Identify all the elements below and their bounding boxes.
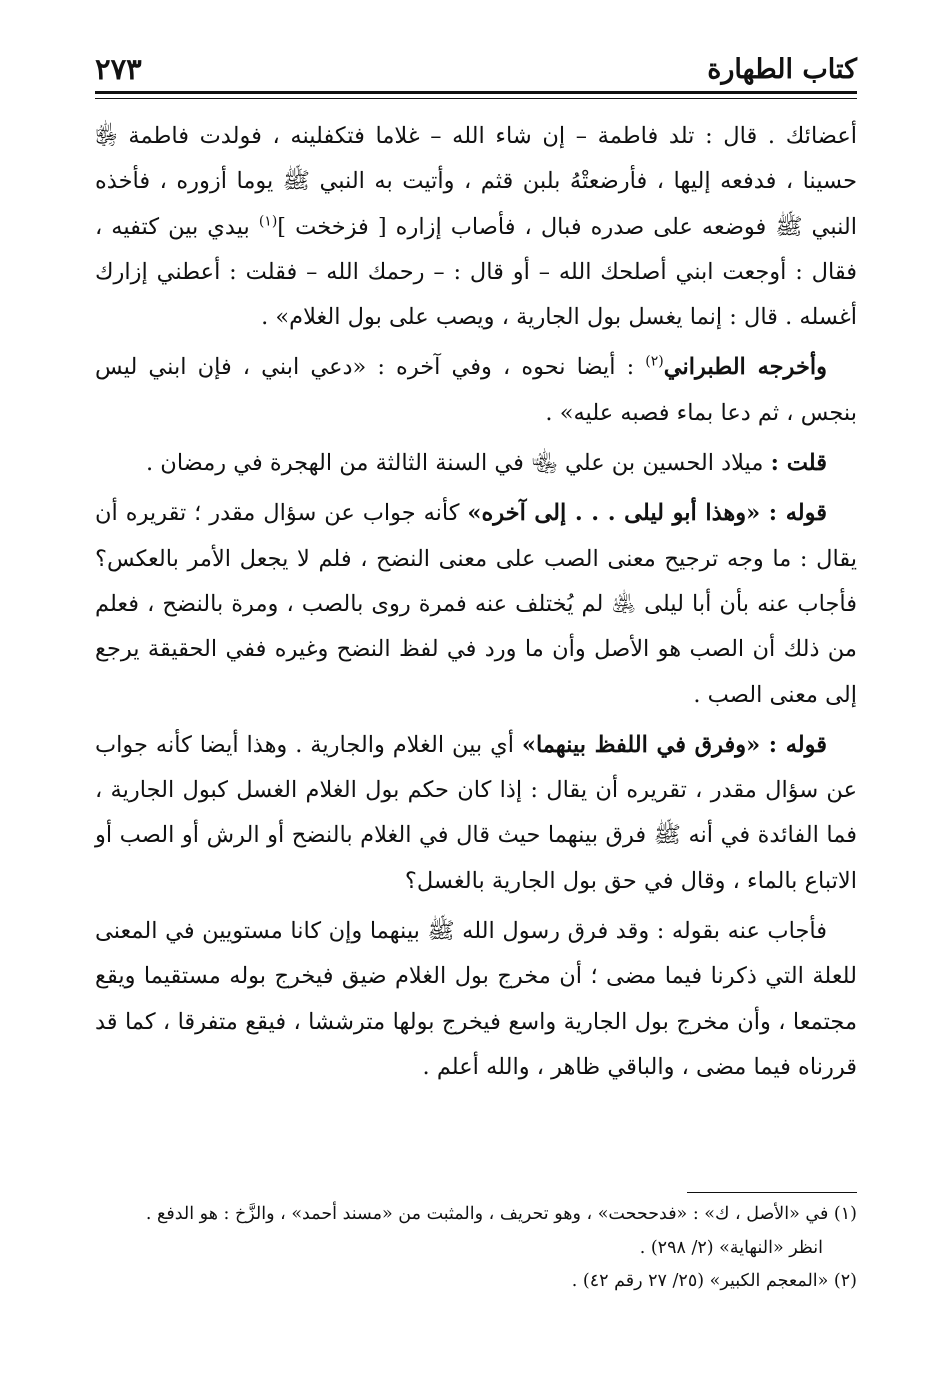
paragraph-text: : أيضا نحوه ، وفي آخره : «دعي ابني ، فإن ابني ليس بنجس ، ثم دعا بماء فصبه عليه» . [95, 354, 857, 426]
paragraph-lead: قوله : «وفرق في اللفظ بينهما» [521, 731, 827, 758]
page-header [95, 40, 857, 92]
footnote: (١) في «الأصل ، ك» : «فدحححت» ، وهو تحريف ، والمثبت من «مسند أحمد» ، والزَّخ : هو الدفع . [145, 1204, 857, 1224]
footnote-ref: (١) [258, 213, 278, 230]
footnote-separator [687, 1192, 857, 1193]
paragraph [95, 345, 857, 436]
paragraph-lead: قلت : [770, 450, 827, 477]
paragraph-lead: قوله : «وهذا أبو ليلى . . . إلى آخره» [467, 500, 827, 527]
paragraph [95, 909, 857, 1090]
paragraph-text: ميلاد الحسين بن علي ﵄ في السنة الثالثة من الهجرة في رمضان . [146, 450, 771, 477]
paragraph [95, 723, 857, 904]
header-rule-thin [95, 98, 857, 99]
header-rule-thick [95, 91, 857, 94]
running-title: كتاب الطهارة [707, 54, 857, 85]
footnote-continuation: انظر «النهاية» (٢/ ٢٩٨) . [639, 1237, 823, 1258]
paragraph-text: كأنه جواب عن سؤال مقدر ؛ تقريره أن يقال : ما وجه ترجيح معنى الصب على معنى النضح ، فلم لا يجعل الأمر بالعكس؟ فأجاب عنه بأن أبا ليلى ﵁ لم يُختلف عنه فمرة روى بالصب ، ومرة بالنضح ، فعلم من ذلك أن الصب هو الأصل وأن ما ورد في لفظ النضح وغيره ففي الحقيقة يرجع إلى معنى الصب . [95, 500, 857, 708]
paragraph-text: أي بين الغلام والجارية . وهذا أيضا كأنه جواب عن سؤال مقدر ، تقريره أن يقال : إذا كان حكم بول الغلام الغسل كبول الجارية ، فما الفائدة في أنه ﷺ فرق بينهما حيث قال في الغلام بالنضح أو الرش أو الصب أو الاتباع بالماء ، وقال في حق بول الجارية بالغسل؟ [95, 731, 857, 894]
main-text [95, 114, 857, 1095]
paragraph [95, 491, 857, 717]
footnotes [95, 1198, 857, 1299]
paragraph [95, 114, 857, 340]
paragraph-text: بيدي بين كتفيه ، فقال : أوجعت ابني أصلحك الله – أو قال : – رحمك الله – فقلت : أعطني إزارك أغسله . قال : إنما يغسل بول الجارية ، ويصب على بول الغلام» . [95, 213, 857, 331]
footnote-ref: (٢) [645, 353, 664, 370]
page-number: ٢٧٣ [95, 52, 142, 86]
paragraph [95, 441, 857, 486]
paragraph-lead: وأخرجه الطبراني [663, 354, 827, 381]
paragraph-text: أعضائك . قال : تلد فاطمة – إن شاء الله – غلاما فتكفلينه ، فولدت فاطمة ﵂ حسينا ، فدفعه إليها ، فأرضعتْهُ بلبن قثم ، وأتيت به النبي ﷺ يوما أزوره ، فأخذه النبي ﷺ فوضعه على صدره فبال ، فأصاب إزاره [ فزخخت ] [95, 123, 858, 240]
footnote: (٢) «المعجم الكبير» (٢٥/ ٢٧ رقم ٤٢) . [571, 1271, 857, 1291]
paragraph-text: فأجاب عنه بقوله : وقد فرق رسول الله ﷺ بينهما وإن كانا مستويين في المعنى للعلة التي ذكرنا فيما مضى ؛ أن مخرج بول الغلام ضيق فيخرج بوله مستقيما ويقع مجتمعا ، وأن مخرج بول الجارية واسع فيخرج بولها مترششا ، فيقع متفرقا ، كما قد قررناه فيما مضى ، والباقي ظاهر ، والله أعلم . [95, 918, 857, 1080]
